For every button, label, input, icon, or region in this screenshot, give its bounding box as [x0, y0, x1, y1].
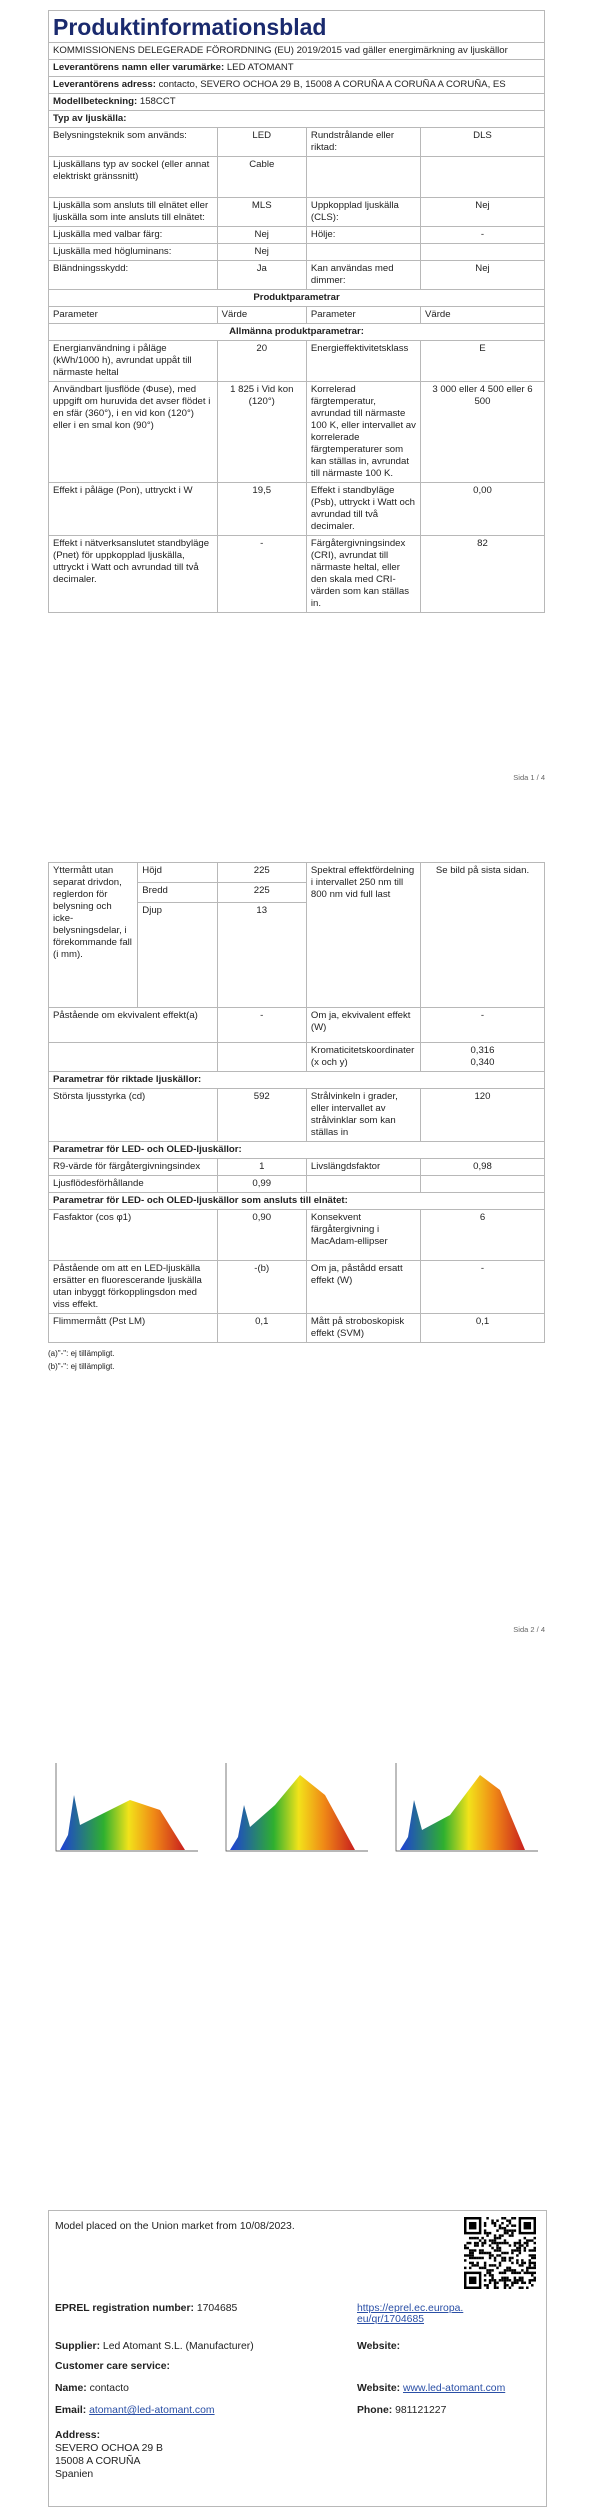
spectral-distribution-images	[48, 1755, 545, 1865]
empty-cell	[306, 1176, 420, 1193]
table-row	[49, 128, 545, 157]
high-luminance-value: Nej	[217, 244, 306, 261]
registration-label: EPREL registration number:	[55, 2303, 194, 2314]
peak-intensity-value: 592	[217, 1089, 306, 1142]
footnote-b: (b)"-": ej tillämpligt.	[48, 1362, 115, 1371]
directional-label: Rundstrålande eller riktad:	[306, 128, 420, 157]
table-row	[49, 341, 545, 382]
displacement-factor-label: Fasfaktor (cos φ1)	[49, 1210, 218, 1261]
contact-name-value: contacto	[89, 2383, 129, 2394]
regulation-subtitle: KOMMISSIONENS DELEGERADE FÖRORDNING (EU) 2019/2015 vad gäller energimärkning av ljuskällor	[49, 43, 545, 60]
email-label: Email:	[55, 2405, 87, 2416]
tech-value: LED	[217, 128, 306, 157]
width-label: Bredd	[138, 883, 217, 903]
email-row	[55, 2405, 215, 2416]
empty-cell	[420, 157, 544, 198]
product-parameters-heading: Produktparametrar	[49, 290, 545, 307]
spectral-label: Spektral effektfördelning i intervallet 250 nm till 800 nm vid full last	[306, 863, 420, 1008]
useful-flux-value: 1 825 i Vid kon (120°)	[217, 382, 306, 483]
customer-care-label: Customer care service:	[55, 2361, 170, 2372]
supplier-row	[55, 2341, 254, 2352]
equivalent-power-label: Om ja, ekvivalent effekt (W)	[306, 1008, 420, 1043]
fluorescent-replacement-label: Påstående om att en LED-ljuskälla ersätter en fluorescerande ljuskälla utan inbyggt förkopplingsdon med viss effekt.	[49, 1261, 218, 1314]
registration-url-link[interactable]: https://eprel.ec.europa.eu/qr/1704685	[357, 2303, 464, 2325]
contact-website-label: Website:	[357, 2383, 401, 2394]
fluorescent-replacement-value: -(b)	[217, 1261, 306, 1314]
contact-name-label: Name:	[55, 2383, 87, 2394]
table-row	[49, 198, 545, 227]
led-heading: Parametrar för LED- och OLED-ljuskällor:	[49, 1142, 545, 1159]
table-row	[49, 227, 545, 244]
energy-class-label: Energieffektivitetsklass	[306, 341, 420, 382]
phone-row	[357, 2405, 446, 2416]
chromaticity-label: Kromaticitetskoordinater (x och y)	[306, 1043, 420, 1072]
colour-consistency-value: 6	[420, 1210, 544, 1261]
cap-label: Ljuskällans typ av sockel (eller annat elektriskt gränssnitt)	[49, 157, 218, 198]
depth-label: Djup	[138, 903, 217, 1008]
survival-factor-value: 0,98	[420, 1159, 544, 1176]
depth-value: 13	[217, 903, 306, 1008]
contact-name-row	[55, 2383, 129, 2394]
spectrum-thumbnail	[56, 1763, 198, 1851]
directional-heading: Parametrar för riktade ljuskällor:	[49, 1072, 545, 1089]
lumen-maintenance-value: 0,99	[217, 1176, 306, 1193]
cri-label: Färgåtergivningsindex (CRI), avrundat till närmaste heltal, eller den skala med CRI-värden som kan ställas in.	[306, 536, 420, 613]
stroboscopic-label: Mått på stroboskopisk effekt (SVM)	[306, 1314, 420, 1343]
claimed-power-label: Om ja, påstådd ersatt effekt (W)	[306, 1261, 420, 1314]
mains-value: MLS	[217, 198, 306, 227]
cls-label: Uppkopplad ljuskälla (CLS):	[306, 198, 420, 227]
table-row	[49, 863, 545, 883]
website-label: Website:	[357, 2341, 401, 2352]
page-2	[48, 862, 545, 1373]
registration-row	[55, 2303, 237, 2314]
registration-link[interactable]	[357, 2303, 467, 2325]
supplier-value: LED ATOMANT	[226, 62, 294, 73]
contact-website-row	[357, 2383, 505, 2394]
on-mode-power-label: Effekt i påläge (Pon), uttryckt i W	[49, 483, 218, 536]
directional-value: DLS	[420, 128, 544, 157]
chromaticity-x: 0,316	[470, 1045, 495, 1056]
supplier-label: Supplier:	[55, 2341, 101, 2352]
address-row	[49, 77, 545, 94]
energy-class-value: E	[420, 341, 544, 382]
spectrum-thumbnail	[226, 1763, 368, 1851]
standby-power-value: 0,00	[420, 483, 544, 536]
column-header-row	[49, 307, 545, 324]
cct-value: 3 000 eller 4 500 eller 6 500	[420, 382, 544, 483]
table-row	[49, 382, 545, 483]
claimed-power-value: -	[420, 1261, 544, 1314]
eprel-box	[48, 2210, 547, 2507]
type-heading: Typ av ljuskälla:	[49, 111, 545, 128]
height-value: 225	[217, 863, 306, 883]
page-number: Sida 2 / 4	[513, 1625, 545, 1634]
r9-label: R9-värde för färgåtergivningsindex	[49, 1159, 218, 1176]
empty-cell	[306, 157, 420, 198]
chromaticity-value	[420, 1043, 544, 1072]
colour-consistency-label: Konsekvent färgåtergivning i MacAdam-ellipser	[306, 1210, 420, 1261]
table-row	[49, 261, 545, 290]
spectral-value: Se bild på sista sidan.	[420, 863, 544, 1008]
address-line: SEVERO OCHOA 29 B	[55, 2443, 163, 2454]
empty-cell	[420, 244, 544, 261]
page-title: Produktinformationsblad	[49, 11, 545, 43]
spectrum-curve	[400, 1775, 525, 1850]
footnotes	[48, 1347, 545, 1373]
anti-glare-value: Ja	[217, 261, 306, 290]
empty-cell	[217, 1043, 306, 1072]
flicker-label: Flimmermått (Pst LM)	[49, 1314, 218, 1343]
dimmable-label: Kan användas med dimmer:	[306, 261, 420, 290]
email-link[interactable]: atomant@led-atomant.com	[89, 2405, 215, 2416]
supplier-row	[49, 60, 545, 77]
height-label: Höjd	[138, 863, 217, 883]
table-row	[49, 244, 545, 261]
phone-label: Phone:	[357, 2405, 393, 2416]
cct-label: Korrelerad färgtemperatur, avrundad till närmaste 100 K, eller intervallet av korrelerade färgtemperaturer som kan ställas in, avrundat till närmaste 100 K.	[306, 382, 420, 483]
network-standby-value: -	[217, 536, 306, 613]
page-1	[48, 10, 545, 613]
table-row	[49, 483, 545, 536]
table-row	[49, 1261, 545, 1314]
table-row	[49, 1314, 545, 1343]
address-label: Address:	[55, 2430, 101, 2441]
spectrum-curve	[230, 1775, 355, 1850]
network-standby-label: Effekt i nätverksanslutet standbyläge (Pnet) för uppkopplad ljuskälla, uttryckt i Watt och avrundad till två decimaler.	[49, 536, 218, 613]
lumen-maintenance-label: Ljusflödesförhållande	[49, 1176, 218, 1193]
peak-intensity-label: Största ljusstyrka (cd)	[49, 1089, 218, 1142]
table-row	[49, 1043, 545, 1072]
dimmable-value: Nej	[420, 261, 544, 290]
page-number: Sida 1 / 4	[513, 773, 545, 782]
table-row	[49, 1210, 545, 1261]
registration-value: 1704685	[196, 2303, 238, 2314]
table-row	[49, 1089, 545, 1142]
cls-value: Nej	[420, 198, 544, 227]
general-parameters-heading: Allmänna produktparametrar:	[49, 324, 545, 341]
model-row	[49, 94, 545, 111]
colour-tunable-label: Ljuskälla med valbar färg:	[49, 227, 218, 244]
qr-code-icon	[464, 2217, 536, 2289]
envelope-value: -	[420, 227, 544, 244]
table-row	[49, 157, 545, 198]
placed-on-market: Model placed on the Union market from 10/08/2023.	[55, 2221, 295, 2232]
address-label: Leverantörens adress:	[53, 79, 156, 90]
spectra-row	[48, 1755, 545, 1865]
spectrum-thumbnail	[396, 1763, 538, 1851]
model-label: Modellbeteckning:	[53, 96, 138, 107]
beam-angle-value: 120	[420, 1089, 544, 1142]
dimensions-label: Yttermått utan separat drivdon, reglerdon för belysning och icke-belysningsdelar, i förekommande fall (i mm).	[49, 863, 138, 1008]
standby-power-label: Effekt i standbyläge (Psb), uttryckt i Watt och avrundad till två decimaler.	[306, 483, 420, 536]
empty-cell	[49, 1043, 218, 1072]
on-mode-power-value: 19,5	[217, 483, 306, 536]
address-line: 15008 A CORUÑA	[55, 2456, 141, 2467]
column-header: Parameter	[49, 307, 218, 324]
energy-use-label: Energianvändning i påläge (kWh/1000 h), avrundat uppåt till närmaste heltal	[49, 341, 218, 382]
mains-label: Ljuskälla som ansluts till elnätet eller ljuskälla som inte ansluts till elnätet:	[49, 198, 218, 227]
high-luminance-label: Ljuskälla med högluminans:	[49, 244, 218, 261]
cri-value: 82	[420, 536, 544, 613]
address-line: Spanien	[55, 2469, 94, 2480]
address-value: contacto, SEVERO OCHOA 29 B, 15008 A CORUÑA A CORUÑA A CORUÑA, ES	[158, 79, 506, 90]
footnote-a: (a)"-": ej tillämpligt.	[48, 1349, 115, 1358]
supplier-value: Led Atomant S.L. (Manufacturer)	[102, 2341, 254, 2352]
equivalent-power-claim-value: -	[217, 1008, 306, 1043]
flicker-value: 0,1	[217, 1314, 306, 1343]
led-mains-heading: Parametrar för LED- och OLED-ljuskällor som ansluts till elnätet:	[49, 1193, 545, 1210]
phone-value: 981121227	[395, 2405, 447, 2416]
address-block	[55, 2429, 163, 2481]
tech-label: Belysningsteknik som används:	[49, 128, 218, 157]
width-value: 225	[217, 883, 306, 903]
displacement-factor-value: 0,90	[217, 1210, 306, 1261]
table-row	[49, 1008, 545, 1043]
useful-flux-label: Användbart ljusflöde (Φuse), med uppgift om huruvida det avser flödet i en sfär (360°), i en vid kon (120°) eller i en smal kon (90°)	[49, 382, 218, 483]
survival-factor-label: Livslängdsfaktor	[306, 1159, 420, 1176]
equivalent-power-claim-label: Påstående om ekvivalent effekt(a)	[49, 1008, 218, 1043]
spectrum-curve	[60, 1795, 185, 1850]
table-row	[49, 536, 545, 613]
table-row	[49, 1176, 545, 1193]
model-value: 158CCT	[139, 96, 176, 107]
beam-angle-label: Strålvinkeln i grader, eller intervallet av strålvinklar som kan ställas in	[306, 1089, 420, 1142]
empty-cell	[306, 244, 420, 261]
column-header: Parameter	[306, 307, 420, 324]
envelope-label: Hölje:	[306, 227, 420, 244]
equivalent-power-value: -	[420, 1008, 544, 1043]
column-header: Värde	[217, 307, 306, 324]
chromaticity-y: 0,340	[470, 1057, 495, 1068]
supplier-label: Leverantörens namn eller varumärke:	[53, 62, 225, 73]
energy-use-value: 20	[217, 341, 306, 382]
cap-value: Cable	[217, 157, 306, 198]
info-table-1	[48, 10, 545, 613]
stroboscopic-value: 0,1	[420, 1314, 544, 1343]
table-row	[49, 1159, 545, 1176]
colour-tunable-value: Nej	[217, 227, 306, 244]
anti-glare-label: Bländningsskydd:	[49, 261, 218, 290]
website-link[interactable]: www.led-atomant.com	[403, 2383, 506, 2394]
info-table-2	[48, 862, 545, 1343]
empty-cell	[420, 1176, 544, 1193]
column-header: Värde	[420, 307, 544, 324]
r9-value: 1	[217, 1159, 306, 1176]
